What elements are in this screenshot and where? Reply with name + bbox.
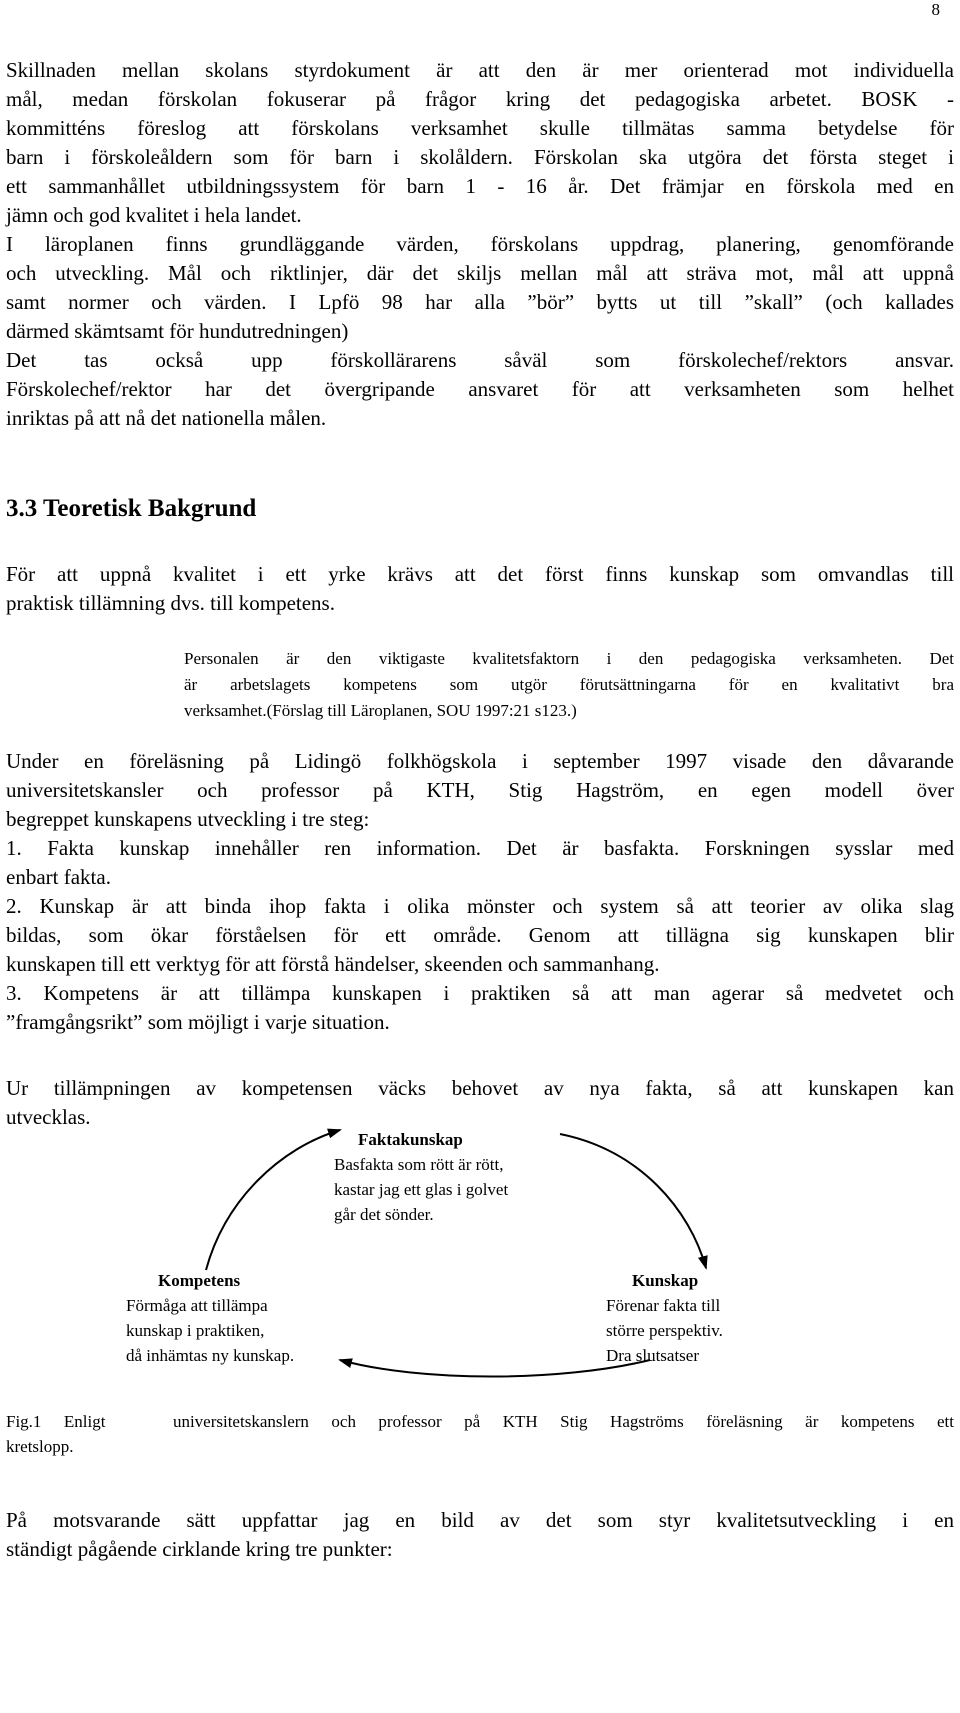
node-line: kunskap i praktiken, [126,1321,265,1340]
text-line: och utveckling. Mål och riktlinjer, där det skiljs mellan mål att sträva mot, mål att uppnå [6,261,954,285]
text-line: Förskolechef/rektor har det övergripande ansvaret för att verksamheten som helhet [6,377,954,401]
block-quote [184,646,954,724]
text-line: ett sammanhållet utbildningssystem för barn 1 - 16 år. Det främjar en förskola med en [6,174,954,198]
text-line: Under en föreläsning på Lidingö folkhögskola i september 1997 visade den dåvarande [6,749,954,773]
text-line: kunskapen till ett verktyg för att förstå händelser, skeenden och sammanhang. [6,952,660,976]
text-line: därmed skämtsamt för hundutredningen) [6,319,349,343]
arrow-faktakunskap-to-kunskap [560,1134,706,1268]
section-heading: 3.3 Teoretisk Bakgrund [6,495,257,522]
closing-paragraph [6,1506,954,1564]
node-line: Förmåga att tillämpa [126,1296,268,1315]
text-line: Det tas också upp förskollärarens såväl som förskolechef/rektors ansvar. [6,348,954,372]
node-line: går det sönder. [334,1205,434,1224]
text-line: jämn och god kvalitet i hela landet. [6,203,302,227]
node-line: större perspektiv. [606,1321,723,1340]
text-line: Skillnaden mellan skolans styrdokument är att den är mer orienterad mot individuella [6,58,954,82]
text-line: enbart fakta. [6,865,111,889]
node-kunskap [606,1268,723,1368]
text-line: mål, medan förskolan fokuserar på frågor kring det pedagogiska arbetet. BOSK - [6,87,954,111]
intro-paragraphs [6,56,954,433]
text-line: bildas, som ökar förståelsen för ett område. Genom att tillägna sig kunskapen blir [6,923,954,947]
theory-intro [6,560,954,618]
text-line: barn i förskoleåldern som för barn i skolåldern. Förskolan ska utgöra det första steget i [6,145,954,169]
node-kompetens [126,1268,294,1368]
quote-line: Personalen är den viktigaste kvalitetsfaktorn i den pedagogiska verksamheten. Det [184,649,954,668]
text-line: ständigt pågående cirklande kring tre punkter: [6,1537,393,1561]
arrow-kunskap-to-kompetens [340,1360,650,1377]
text-line: 1. Fakta kunskap innehåller ren information. Det är basfakta. Forskningen sysslar med [6,836,954,860]
node-title: Kompetens [158,1271,241,1290]
text-line: I läroplanen finns grundläggande värden, förskolans uppdrag, planering, genomförande [6,232,954,256]
text-line: universitetskansler och professor på KTH, Stig Hagström, en egen modell över [6,778,954,802]
quote-line: verksamhet.(Förslag till Läroplanen, SOU 1997:21 s123.) [184,701,577,720]
caption-line: Fig.1 Enligt universitetskanslern och professor på KTH Stig Hagströms föreläsning är kompetens ett [6,1412,954,1431]
text-line: ”framgångsrikt” som möjligt i varje situation. [6,1010,390,1034]
node-line: kastar jag ett glas i golvet [334,1180,509,1199]
text-line: Ur tillämpningen av kompetensen väcks behovet av nya fakta, så att kunskapen kan [6,1076,954,1100]
text-line: kommitténs föreslog att förskolans verksamhet skulle tillmätas samma betydelse för [6,116,954,140]
node-line: Dra slutsatser [606,1346,700,1365]
page-number: 8 [931,0,940,19]
node-line: då inhämtas ny kunskap. [126,1346,295,1365]
text-line: samt normer och värden. I Lpfö 98 har alla ”bör” bytts ut till ”skall” (och kallades [6,290,954,314]
node-title: Kunskap [632,1271,699,1290]
text-line: 3. Kompetens är att tillämpa kunskapen i praktiken så att man agerar så medvetet och [6,981,954,1005]
node-line: Basfakta som rött är rött, [334,1155,504,1174]
lecture-paragraph [6,747,954,1037]
arrow-kompetens-to-faktakunskap [206,1130,340,1270]
quote-line: är arbetslagets kompetens som utgör förutsättningarna för en kvalitativt bra [184,675,954,694]
caption-line: kretslopp. [6,1437,74,1456]
figure-caption [6,1409,954,1459]
text-line: utvecklas. [6,1105,91,1129]
text-line: 2. Kunskap är att binda ihop fakta i olika mönster och system så att teorier av olika slag [6,894,954,918]
text-line: begreppet kunskapens utveckling i tre steg: [6,807,370,831]
text-line: praktisk tillämning dvs. till kompetens. [6,591,335,615]
node-line: Förenar fakta till [606,1296,721,1315]
node-title: Faktakunskap [358,1130,463,1149]
text-line: inriktas på att nå det nationella målen. [6,406,327,430]
node-faktakunskap [334,1127,508,1227]
text-line: På motsvarande sätt uppfattar jag en bild av det som styr kvalitetsutveckling i en [6,1508,954,1532]
text-line: För att uppnå kvalitet i ett yrke krävs att det först finns kunskap som omvandlas till [6,562,954,586]
